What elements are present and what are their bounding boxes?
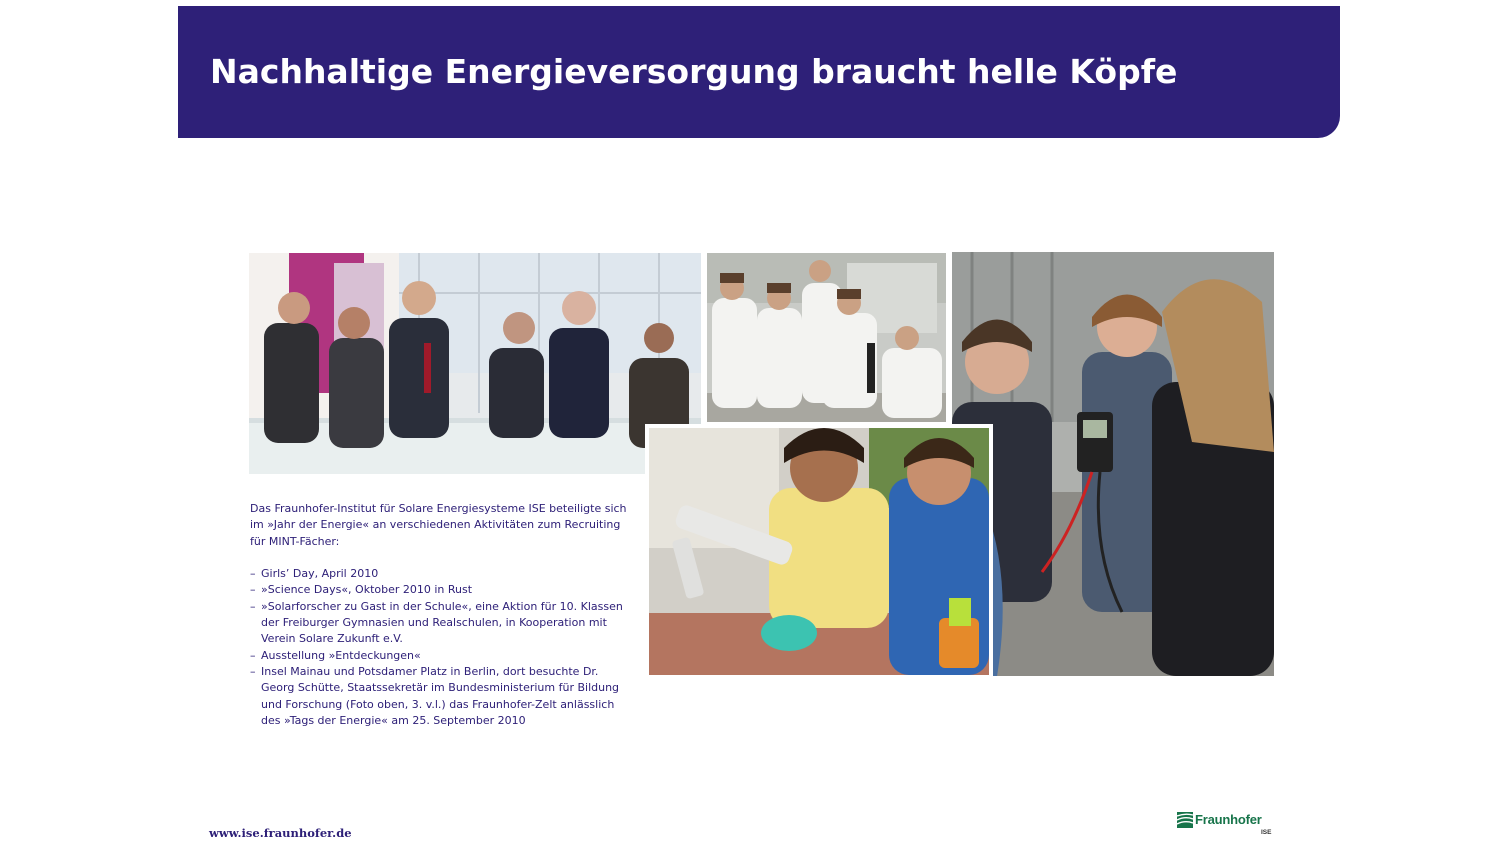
list-item: – Ausstellung »Entdeckungen« xyxy=(250,648,630,664)
page-title: Nachhaltige Energieversorgung braucht helle Köpfe xyxy=(210,52,1178,91)
description-text xyxy=(250,501,630,729)
activities-list xyxy=(250,566,630,729)
list-item: – Girls’ Day, April 2010 xyxy=(250,566,630,582)
website-link[interactable]: www.ise.fraunhofer.de xyxy=(209,826,352,840)
logo-wordmark: Fraunhofer xyxy=(1195,812,1262,827)
list-item: – »Science Days«, Oktober 2010 in Rust xyxy=(250,582,630,598)
list-item: – Insel Mainau und Potsdamer Platz in Berlin, dort besuchte Dr. Georg Schütte, Staatssekretär im Bundesministerium für Bildung und Forschung (Foto oben, 3. v.l.) das Fraunhofer-Zelt anlässlich des »Tags der Energie« am 25. September 2010 xyxy=(250,664,630,729)
photo-lab xyxy=(707,253,946,422)
photo-glue xyxy=(645,424,993,678)
photo-meeting xyxy=(249,253,701,474)
logo-subtitle: ISE xyxy=(1261,829,1272,836)
list-item: – »Solarforscher zu Gast in der Schule«, eine Aktion für 10. Klassen der Freiburger Gymnasien und Realschulen, in Kooperation mit Verein Solare Zukunft e.V. xyxy=(250,599,630,648)
fraunhofer-logo xyxy=(1177,810,1277,840)
intro-paragraph: Das Fraunhofer-Institut für Solare Energiesysteme ISE beteiligte sich im »Jahr der Energie« an verschiedenen Aktivitäten zum Recruiting für MINT-Fächer: xyxy=(250,502,627,548)
fraunhofer-logo-icon xyxy=(1177,812,1193,828)
header-banner xyxy=(178,6,1340,138)
photo-measure xyxy=(952,252,1274,676)
